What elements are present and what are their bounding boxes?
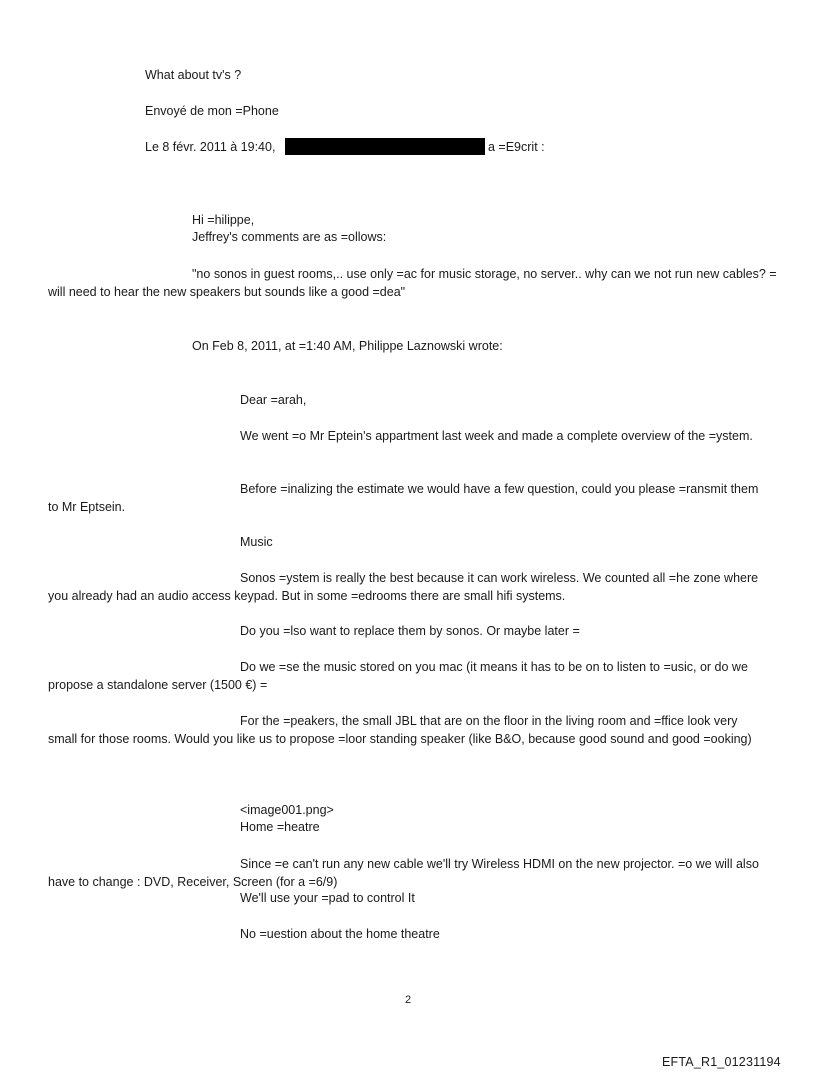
reply-line: What about tv's ? xyxy=(145,68,242,82)
redaction-bar xyxy=(285,138,485,155)
paragraph-no-question: No =uestion about the home theatre xyxy=(240,927,440,941)
original-message-header: On Feb 8, 2011, at =1:40 AM, Philippe Laznowski wrote: xyxy=(192,339,503,353)
paragraph-speakers: For the =peakers, the small JBL that are on the floor in the living room and =ffice look very small for those rooms. Would you like us to propose =loor standing speaker (like B&O, because good sound and good =ooking) xyxy=(48,714,752,746)
document-id-footer: EFTA_R1_01231194 xyxy=(662,1055,781,1069)
quote-header-prefix: Le 8 févr. 2011 à 19:40, xyxy=(145,140,276,154)
greeting-line: Hi =hilippe, xyxy=(192,213,255,227)
paragraph-sonos: Sonos =ystem is really the best because it can work wireless. We counted all =he zone where you already had an audio access keypad. But in some =edrooms there are small hifi systems. xyxy=(48,571,759,603)
salutation-line: Dear =arah, xyxy=(240,393,307,407)
page-number: 2 xyxy=(404,994,412,1006)
quote-header-suffix: a =E9crit : xyxy=(488,140,545,154)
paragraph-replace: Do you =lso want to replace them by sonos. Or maybe later = xyxy=(240,624,580,638)
paragraph-overview: We went =o Mr Eptein's appartment last week and made a complete overview of the =ystem. xyxy=(240,429,753,443)
music-heading: Music xyxy=(240,535,273,549)
intro-line: Jeffrey's comments are as =ollows: xyxy=(192,230,387,244)
paragraph-storage: Do we =se the music stored on you mac (it means it has to be on to listen to =usic, or do we propose a standalone server (1500 €) = xyxy=(48,660,748,692)
comments-paragraph: "no sonos in guest rooms,.. use only =ac for music storage, no server.. why can we not run new cables? = will need to hear the new speakers but sounds like a good =dea" xyxy=(48,267,777,299)
paragraph-questions: Before =inalizing the estimate we would have a few question, could you please =ransmit them to Mr Eptsein. xyxy=(48,482,759,514)
signature-line: Envoyé de mon =Phone xyxy=(145,104,279,118)
home-theatre-heading: Home =heatre xyxy=(240,820,320,834)
paragraph-hdmi: Since =e can't run any new cable we'll try Wireless HDMI on the new projector. =o we will also have to change : DVD, Receiver, Screen (for a =6/9) xyxy=(48,857,759,889)
paragraph-ipad: We'll use your =pad to control It xyxy=(240,891,415,905)
image-reference: <image001.png> xyxy=(240,803,334,817)
